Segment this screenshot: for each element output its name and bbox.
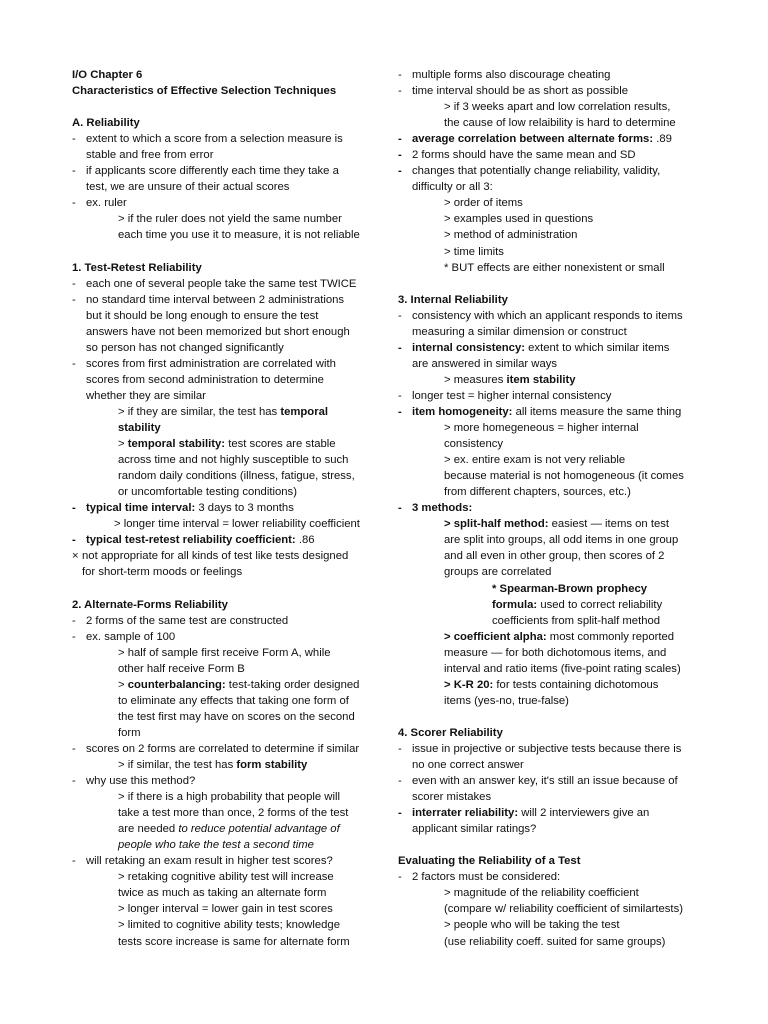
bullet-marker: -	[72, 165, 76, 178]
note-line	[398, 179, 698, 195]
text-run: from different chapters, sources, etc.)	[444, 486, 631, 499]
text-run: item homogeneity:	[412, 405, 513, 418]
text-run: > if there is a high probability that people will	[118, 791, 340, 804]
text-run: average correlation between alternate forms:	[412, 133, 654, 146]
text-run: > order of items	[444, 197, 523, 210]
note-line	[398, 581, 698, 597]
note-line	[398, 227, 698, 243]
text-run: > split-half method:	[444, 518, 549, 531]
text-run: easiest — items on test	[548, 518, 670, 531]
blank-line	[398, 709, 698, 725]
text-run: .89	[653, 133, 672, 146]
bullet-marker: -	[398, 69, 402, 81]
note-line	[398, 741, 698, 757]
note-line	[72, 163, 390, 179]
note-line	[398, 693, 698, 709]
note-line	[72, 741, 390, 757]
note-line	[72, 484, 390, 500]
blank-line	[398, 837, 698, 853]
text-run: > people who will be taking the test	[444, 919, 620, 932]
text-run: 4. Scorer Reliability	[398, 726, 503, 739]
text-run: because material is not homogeneous (it comes	[444, 470, 684, 483]
text-run: applicant similar ratings?	[412, 823, 537, 836]
text-run: take a test more than once, 2 forms of the test	[118, 807, 349, 820]
note-line	[72, 292, 390, 308]
text-run: are needed	[118, 823, 179, 836]
note-line	[398, 917, 698, 933]
text-run: > limited to cognitive ability tests; knowledge	[118, 919, 340, 932]
text-run: Evaluating the Reliability of a Test	[398, 855, 581, 868]
bullet-marker: -	[398, 133, 402, 146]
text-run: item stability	[506, 373, 576, 386]
text-run: form stability	[236, 759, 308, 772]
text-run: > more homegeneous = higher internal	[444, 422, 639, 435]
text-run: the test first may have on scores on the second	[118, 710, 355, 723]
note-line	[72, 661, 390, 677]
note-line	[398, 195, 698, 211]
text-run: and all even in other group, then scores of 2	[444, 550, 665, 563]
text-run: groups are correlated	[444, 566, 552, 579]
note-line	[398, 420, 698, 436]
text-run: interrater reliability:	[412, 807, 519, 820]
bullet-marker: -	[72, 630, 76, 643]
text-run: A. Reliability	[72, 117, 140, 130]
note-line	[72, 340, 390, 356]
note-line	[398, 67, 698, 83]
text-run: 3 methods:	[412, 502, 473, 515]
note-line	[72, 324, 390, 340]
note-line	[72, 211, 390, 227]
text-run: will retaking an exam result in higher test scores?	[86, 855, 333, 868]
note-line	[72, 869, 390, 885]
text-run: but it should be long enough to ensure the test	[86, 309, 319, 322]
text-run: > longer time interval = lower reliability coefficient	[114, 518, 360, 531]
note-line	[72, 613, 390, 629]
text-run: if applicants score differently each time they take a	[86, 165, 339, 178]
bullet-marker: -	[398, 742, 402, 755]
text-run: typical test-retest reliability coefficient:	[86, 534, 296, 547]
note-line	[398, 564, 698, 580]
note-line	[398, 661, 698, 677]
section-heading	[398, 725, 698, 741]
note-line	[72, 885, 390, 901]
text-run: >	[118, 678, 128, 691]
text-run: > half of sample first receive Form A, while	[118, 646, 331, 659]
text-run: typical time interval:	[86, 502, 196, 515]
note-line	[72, 677, 390, 693]
bullet-marker: -	[398, 341, 402, 354]
text-run: test scores are stable	[225, 438, 336, 451]
text-run: * BUT effects are either nonexistent or small	[444, 261, 665, 274]
text-run: the cause of low relaibility is hard to determine	[444, 117, 676, 130]
text-run: ex. sample of 100	[86, 630, 176, 643]
note-line	[398, 452, 698, 468]
note-line	[398, 131, 698, 147]
note-line	[72, 901, 390, 917]
text-run: test-taking order designed	[225, 678, 360, 691]
text-run: 3. Internal Reliability	[398, 293, 508, 306]
section-heading	[72, 67, 390, 83]
bullet-marker: -	[72, 534, 76, 547]
note-line	[72, 757, 390, 773]
text-run: > retaking cognitive ability test will increase	[118, 871, 334, 884]
text-run: ex. ruler	[86, 197, 127, 210]
text-run: > coefficient alpha:	[444, 630, 547, 643]
text-run: extent to which a score from a selection measure is	[86, 133, 343, 146]
note-line	[398, 260, 698, 276]
note-line	[398, 340, 698, 356]
text-run: each time you use it to measure, it is not reliable	[118, 229, 360, 242]
note-line	[72, 227, 390, 243]
text-run: 2 factors must be considered:	[412, 871, 561, 884]
text-run: (compare w/ reliability coefficient of similartests)	[444, 903, 683, 916]
text-run: coefficients from split-half method	[492, 614, 661, 627]
note-line	[398, 372, 698, 388]
bullet-marker: -	[72, 614, 76, 627]
text-run: to eliminate any effects that taking one form of	[118, 694, 349, 707]
note-line	[398, 821, 698, 837]
note-line	[398, 901, 698, 917]
note-line	[72, 468, 390, 484]
bullet-marker: -	[72, 855, 76, 868]
bullet-marker: -	[72, 502, 76, 515]
note-line	[72, 356, 390, 372]
note-line	[72, 821, 390, 837]
text-run: measuring a similar dimension or construct	[412, 325, 627, 338]
text-run: > examples used in questions	[444, 213, 594, 226]
note-line	[72, 725, 390, 741]
note-line	[398, 211, 698, 227]
text-run: all items measure the same thing	[512, 405, 682, 418]
text-run: > ex. entire exam is not very reliable	[444, 454, 626, 467]
bullet-marker: -	[72, 775, 76, 788]
bullet-marker: -	[398, 807, 402, 820]
note-line	[398, 548, 698, 564]
text-run: across time and not highly susceptible to such	[118, 454, 349, 467]
note-line	[72, 805, 390, 821]
text-run: not appropriate for all kinds of test like tests designed	[82, 550, 349, 563]
text-run: multiple forms also discourage cheating	[412, 69, 611, 81]
note-line	[398, 356, 698, 372]
note-line	[398, 388, 698, 404]
section-heading	[72, 597, 390, 613]
note-line	[398, 83, 698, 99]
note-line	[398, 516, 698, 532]
text-run: counterbalancing:	[127, 678, 226, 691]
note-line	[72, 452, 390, 468]
blank-line	[398, 276, 698, 292]
section-heading	[398, 853, 698, 869]
note-line	[398, 163, 698, 179]
section-heading	[72, 115, 390, 131]
text-run: longer test = higher internal consistency	[412, 389, 612, 402]
text-run: items (yes-no, true-false)	[444, 694, 569, 707]
text-run: I/O Chapter 6	[72, 69, 143, 81]
note-line	[72, 693, 390, 709]
note-line	[72, 934, 390, 950]
note-line	[72, 131, 390, 147]
note-line	[72, 500, 390, 516]
text-run: for short-term moods or feelings	[82, 566, 243, 579]
note-line	[398, 484, 698, 500]
text-run: 1. Test-Retest Reliability	[72, 261, 202, 274]
left-column	[72, 67, 390, 950]
text-run: temporal stability:	[127, 438, 226, 451]
text-run: consistency	[444, 438, 504, 451]
note-line	[398, 629, 698, 645]
bullet-marker: -	[72, 197, 76, 210]
note-line	[398, 115, 698, 131]
note-line	[398, 99, 698, 115]
bullet-marker: -	[398, 309, 402, 322]
text-run: scorer mistakes	[412, 791, 492, 804]
note-line	[72, 629, 390, 645]
note-line	[72, 548, 390, 564]
text-run: to reduce potential advantage of	[178, 823, 340, 836]
text-run: whether they are similar	[86, 389, 206, 402]
note-line	[72, 147, 390, 163]
text-run: no standard time interval between 2 administrations	[86, 293, 345, 306]
note-line	[398, 757, 698, 773]
text-run: temporal	[280, 405, 329, 418]
text-run: form	[118, 726, 141, 739]
note-line	[72, 420, 390, 436]
text-run: scores from first administration are correlated with	[86, 357, 336, 370]
bullet-marker: -	[398, 85, 402, 98]
text-run: (use reliability coeff. suited for same groups)	[444, 935, 666, 948]
section-heading	[398, 292, 698, 308]
note-line	[398, 324, 698, 340]
note-line	[398, 869, 698, 885]
bullet-marker: -	[398, 502, 402, 515]
text-run: test, we are unsure of their actual scores	[86, 181, 290, 194]
text-run: .86	[295, 534, 315, 547]
text-run: > magnitude of the reliability coefficient	[444, 887, 639, 900]
text-run: or uncomfortable testing conditions)	[118, 486, 297, 499]
text-run: no one correct answer	[412, 759, 524, 772]
note-line	[72, 388, 390, 404]
text-run: other half receive Form B	[118, 662, 245, 675]
bullet-marker: -	[398, 389, 402, 402]
note-line	[72, 837, 390, 853]
note-line	[72, 372, 390, 388]
text-run: time interval should be as short as possible	[412, 85, 629, 98]
text-run: changes that potentially change reliability, validity,	[412, 165, 661, 178]
text-run: Characteristics of Effective Selection Techniques	[72, 85, 337, 98]
text-run: even with an answer key, it's still an issue because of	[412, 775, 678, 788]
text-run: > K-R 20:	[444, 678, 494, 691]
bullet-marker: -	[398, 775, 402, 788]
note-line	[72, 789, 390, 805]
text-run: stability	[118, 422, 161, 435]
text-run: stable and free from error	[86, 149, 214, 162]
text-run: difficulty or all 3:	[412, 181, 493, 194]
note-line	[398, 934, 698, 950]
bullet-marker: -	[72, 133, 76, 146]
note-line	[398, 147, 698, 163]
text-run: >	[118, 438, 128, 451]
blank-line	[72, 244, 390, 260]
text-run: used to correct reliability	[537, 598, 663, 611]
text-run: > if they are similar, the test has	[118, 405, 281, 418]
text-run: twice as much as taking an alternate form	[118, 887, 327, 900]
bullet-marker: -	[398, 405, 402, 418]
text-run: 2. Alternate-Forms Reliability	[72, 598, 228, 611]
note-line	[398, 789, 698, 805]
note-line	[398, 436, 698, 452]
section-heading	[72, 260, 390, 276]
note-line	[72, 853, 390, 869]
note-line	[72, 195, 390, 211]
note-line	[72, 709, 390, 725]
text-run: people who take the test a second time	[118, 839, 314, 852]
text-run: > if the ruler does not yield the same number	[118, 213, 342, 226]
note-line	[398, 244, 698, 260]
bullet-marker: ×	[72, 550, 79, 563]
note-line	[398, 308, 698, 324]
note-line	[72, 179, 390, 195]
text-run: interval and ratio items (five-point rating scales)	[444, 662, 681, 675]
text-run: will 2 interviewers give an	[518, 807, 650, 820]
right-column	[398, 67, 698, 950]
bullet-marker: -	[398, 165, 402, 178]
blank-line	[72, 99, 390, 115]
text-run: 2 forms should have the same mean and SD	[412, 149, 636, 162]
note-line	[72, 516, 390, 532]
note-line	[398, 677, 698, 693]
note-line	[398, 404, 698, 420]
text-run: so person has not changed significantly	[86, 341, 284, 354]
bullet-marker: -	[72, 357, 76, 370]
note-line	[72, 436, 390, 452]
text-run: extent to which similar items	[525, 341, 670, 354]
note-line	[398, 885, 698, 901]
bullet-marker: -	[72, 277, 76, 290]
note-line	[72, 532, 390, 548]
note-line	[398, 773, 698, 789]
note-line	[398, 468, 698, 484]
text-run: 2 forms of the same test are constructed	[86, 614, 289, 627]
text-run: why use this method?	[86, 775, 196, 788]
text-run: > measures	[444, 373, 507, 386]
text-run: issue in projective or subjective tests because there is	[412, 742, 682, 755]
text-run: internal consistency:	[412, 341, 526, 354]
note-line	[398, 500, 698, 516]
text-run: > if similar, the test has	[118, 759, 237, 772]
note-line	[72, 404, 390, 420]
text-run: scores on 2 forms are correlated to determine if similar	[86, 742, 360, 755]
bullet-marker: -	[72, 293, 76, 306]
text-run: answers have not been memorized but short enough	[86, 325, 350, 338]
note-line	[72, 308, 390, 324]
text-run: consistency with which an applicant responds to items	[412, 309, 683, 322]
text-run: scores from second administration to determine	[86, 373, 324, 386]
note-line	[398, 613, 698, 629]
text-run: 3 days to 3 months	[195, 502, 294, 515]
text-run: formula:	[492, 598, 538, 611]
bullet-marker: -	[398, 149, 402, 162]
text-run: most commonly reported	[546, 630, 675, 643]
text-run: > longer interval = lower gain in test scores	[118, 903, 333, 916]
text-run: * Spearman-Brown prophecy	[492, 582, 648, 595]
note-line	[398, 597, 698, 613]
note-line	[72, 917, 390, 933]
text-run: tests score increase is same for alternate form	[118, 935, 350, 948]
text-run: measure — for both dichotomous items, and	[444, 646, 667, 659]
bullet-marker: -	[72, 742, 76, 755]
note-line	[72, 564, 390, 580]
text-run: random daily conditions (illness, fatigue, stress,	[118, 470, 355, 483]
text-run: are split into groups, all odd items in one group	[444, 534, 679, 547]
text-run: for tests containing dichotomous	[493, 678, 659, 691]
note-line	[398, 532, 698, 548]
text-run: > time limits	[444, 245, 504, 258]
note-line	[72, 773, 390, 789]
text-run: > method of administration	[444, 229, 578, 242]
note-line	[398, 645, 698, 661]
bullet-marker: -	[398, 871, 402, 884]
blank-line	[72, 581, 390, 597]
text-run: are answered in similar ways	[412, 357, 558, 370]
text-run: > if 3 weeks apart and low correlation results,	[444, 101, 671, 114]
note-line	[398, 805, 698, 821]
section-heading	[72, 83, 390, 99]
note-line	[72, 645, 390, 661]
text-run: each one of several people take the same test TWICE	[86, 277, 357, 290]
note-line	[72, 276, 390, 292]
